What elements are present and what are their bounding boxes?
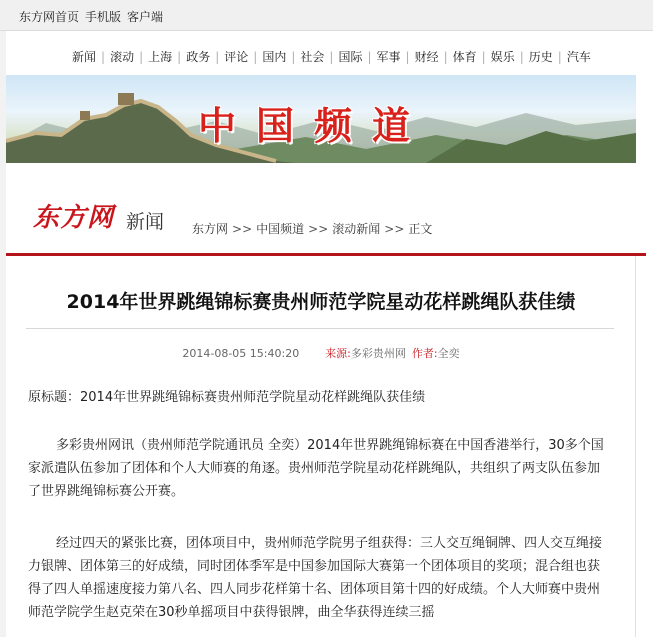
breadcrumb-separator: >> [232, 222, 253, 236]
breadcrumb [192, 220, 432, 237]
nav-divider: | [405, 50, 410, 64]
nav-item-auto[interactable]: 汽车 [566, 50, 591, 64]
nav-item-finance[interactable]: 财经 [414, 50, 439, 64]
client-link[interactable]: 客户端 [127, 10, 164, 24]
nav-item-shanghai[interactable]: 上海 [148, 50, 173, 64]
brand-row [6, 197, 646, 243]
nav-divider: | [215, 50, 220, 64]
article-paragraph: 多彩贵州网讯（贵州师范学院通讯员 全奕）2014年世界跳绳锦标赛在中国香港举行，30多个国家派遣队伍参加了团体和个人大师赛的角逐。贵州师范学院星动花样跳绳队，共组织了两支队伍参加了世界跳绳锦标赛公开赛。 [28, 438, 604, 499]
nav-item-news[interactable]: 新闻 [72, 50, 97, 64]
channel-banner [6, 75, 636, 163]
home-link[interactable]: 东方网首页 [19, 10, 80, 24]
top-links [19, 8, 169, 25]
banner-title: 中国频道 [198, 103, 431, 148]
headline-divider [26, 328, 614, 329]
author-label: 作者: [411, 347, 438, 360]
mobile-link[interactable]: 手机版 [85, 10, 122, 24]
source-name[interactable]: 多彩贵州网 [350, 347, 406, 360]
nav-item-entertainment[interactable]: 娱乐 [490, 50, 515, 64]
page-container [6, 31, 653, 637]
nav-divider: | [101, 50, 106, 64]
nav-divider: | [177, 50, 182, 64]
breadcrumb-separator: >> [308, 222, 329, 236]
nav-divider: | [329, 50, 334, 64]
nav-divider: | [519, 50, 524, 64]
channel-nav [72, 48, 591, 66]
nav-divider: | [443, 50, 448, 64]
source-label: 来源: [325, 347, 351, 360]
breadcrumb-item-current: 正文 [408, 222, 433, 236]
nav-item-domestic[interactable]: 国内 [262, 50, 287, 64]
publish-time: 2014-08-05 15:40:20 [182, 347, 300, 360]
author-name: 全奕 [437, 347, 460, 360]
article-headline: 2014年世界跳绳锦标赛贵州师范学院星动花样跳绳队获佳绩 [66, 291, 576, 313]
original-title: 原标题：2014年世界跳绳锦标赛贵州师范学院星动花样跳绳队获佳绩 [28, 390, 426, 405]
breadcrumb-item-scroll-news[interactable]: 滚动新闻 [332, 222, 381, 236]
nav-item-history[interactable]: 历史 [528, 50, 553, 64]
nav-divider: | [253, 50, 258, 64]
nav-item-society[interactable]: 社会 [300, 50, 325, 64]
site-logo[interactable]: 东方网 [33, 203, 115, 233]
article-paragraph: 经过四天的紧张比赛，团体项目中，贵州师范学院男子组获得：三人交互绳铜牌、四人交互绳接力银牌、团体第三的好成绩，同时团体季军是中国参加国际大赛第一个团体项目的奖项；混合组也获得了四人单摇速度接力第八名、四人同步花样第十名、团体项目第十四的好成绩。个人大师赛中贵州师范学院学生赵克荣在30秒单摇项目中获得银牌，曲全华获得连续三摇 [28, 536, 603, 620]
article-container [6, 256, 636, 637]
nav-divider: | [367, 50, 372, 64]
nav-item-comment[interactable]: 评论 [224, 50, 249, 64]
nav-item-military[interactable]: 军事 [376, 50, 401, 64]
nav-item-international[interactable]: 国际 [338, 50, 363, 64]
breadcrumb-separator: >> [384, 222, 405, 236]
nav-item-sports[interactable]: 体育 [452, 50, 477, 64]
nav-item-scroll[interactable]: 滚动 [110, 50, 135, 64]
nav-item-government[interactable]: 政务 [186, 50, 211, 64]
breadcrumb-item-china[interactable]: 中国频道 [256, 222, 305, 236]
nav-divider: | [139, 50, 144, 64]
nav-divider: | [291, 50, 296, 64]
nav-divider: | [557, 50, 562, 64]
breadcrumb-item-home[interactable]: 东方网 [192, 222, 229, 236]
top-bar [0, 0, 653, 31]
section-title: 新闻 [126, 211, 165, 233]
nav-divider: | [481, 50, 486, 64]
article-meta [6, 345, 636, 361]
